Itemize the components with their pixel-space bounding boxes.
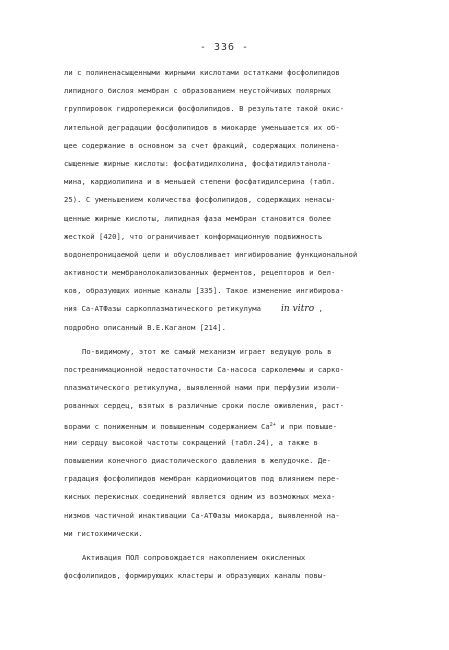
- line-suffix: и при повыше-: [275, 421, 338, 431]
- text-line: [64, 228, 420, 246]
- text-line: [64, 361, 420, 379]
- line-suffix: ,: [314, 304, 323, 314]
- line-text: группировок гидроперекиси фосфолипидов. В результате такой окис-: [64, 104, 345, 114]
- paragraph-2: [64, 343, 420, 543]
- line-text: липидного бислоя мембран с образованием неустойчивых полярных: [64, 86, 332, 96]
- text-line: [64, 282, 420, 300]
- line-text: 25). С уменьшением количества фосфолипидов, содержащих ненасы-: [64, 195, 336, 205]
- line-text: ков, образующих ионные каналы [335]. Такое изменение ингибирова-: [64, 286, 345, 296]
- line-text: нии сердцу высокой частоты сокращений (табл.24), а также в: [64, 437, 318, 447]
- paragraph-1: [64, 64, 420, 337]
- text-line: [64, 210, 420, 228]
- line-text: подробно описанный В.Е.Каганом [214].: [64, 322, 226, 332]
- text-line: [64, 379, 420, 397]
- text-line: [64, 100, 420, 118]
- text-line: [64, 416, 420, 434]
- line-text: мина, кардиолипина и в меньшей степени фосфатидилсерина (табл.: [64, 177, 336, 187]
- text-line: [64, 173, 420, 191]
- text-line: [64, 246, 420, 264]
- line-text: плазматического ретикулума, выявленной нами при перфузии изоли-: [64, 383, 340, 393]
- line-text: По-видимому, этот же самый механизм играет ведущую роль в: [82, 346, 332, 356]
- page-number: - 336 -: [199, 42, 250, 53]
- text-line: [64, 549, 420, 567]
- text-line: [64, 434, 420, 452]
- text-line: [64, 319, 420, 337]
- line-text: ворами с пониженным и повышенным содержанием Ca: [64, 421, 270, 431]
- line-text: рованных сердец, взятых в различные сроки после оживления, раст-: [64, 401, 345, 411]
- text-line: [64, 452, 420, 470]
- line-text: активности мембранолокализованных ферментов, рецепторов и бел-: [64, 268, 336, 278]
- line-text: водонепроницаемой цепи и обусловливает ингибирование функциональной: [64, 249, 358, 259]
- line-text: фосфолипидов, формирующих кластеры и образующих каналы повы-: [64, 571, 327, 581]
- text-line: [64, 507, 420, 525]
- text-line: [64, 567, 420, 585]
- text-line: [64, 525, 420, 543]
- paragraph-3: [64, 549, 420, 585]
- text-line: [64, 191, 420, 209]
- body-text: [64, 64, 420, 585]
- handwritten-insert: in vitro: [280, 304, 315, 315]
- line-text: низмов частичной инактивации Ca-АТФазы миокарда, выявленной на-: [64, 510, 340, 520]
- text-line: [64, 343, 420, 361]
- line-text: лительной деградации фосфолипидов в миокарде уменьшается их об-: [64, 122, 340, 132]
- text-line: [64, 470, 420, 488]
- superscript: 2+: [269, 421, 276, 428]
- line-text: сыщенные жирные кислоты: фосфатидилхолина, фосфатидилэтанола-: [64, 158, 332, 168]
- line-text: жесткой [420], что ограничивает конформационную подвижность: [64, 231, 323, 241]
- line-text: Активация ПОЛ сопровождается накоплением окисленных: [82, 552, 306, 562]
- text-line: [64, 488, 420, 506]
- line-text: ми гистохимически.: [64, 528, 143, 538]
- line-text: градация фосфолипидов мембран кардиомиоцитов под влиянием пере-: [64, 474, 340, 484]
- text-line: [64, 264, 420, 282]
- text-line: [64, 300, 420, 318]
- text-line: [64, 64, 420, 82]
- line-text: кисных перекисных соединений является одним из возможных меха-: [64, 492, 336, 502]
- line-text: щее содержание в основном за счет фракций, содержащих полинена-: [64, 140, 340, 150]
- text-line: [64, 137, 420, 155]
- text-line: [64, 119, 420, 137]
- line-text: щенные жирные кислоты, липидная фаза мембран становится более: [64, 213, 332, 223]
- text-line: [64, 82, 420, 100]
- text-line: [64, 155, 420, 173]
- line-text: ния Ca-АТФазы саркоплазматического ретикулума: [64, 304, 261, 314]
- line-text: ли с полиненасыщенными жирными кислотами остатками фосфолипидов: [64, 68, 340, 77]
- line-text: постреанимационной недостаточности Ca-насоса сарколеммы и сарко-: [64, 365, 345, 374]
- line-text: повышении конечного диастолического давления в желудочке. Де-: [64, 455, 332, 465]
- text-line: [64, 397, 420, 415]
